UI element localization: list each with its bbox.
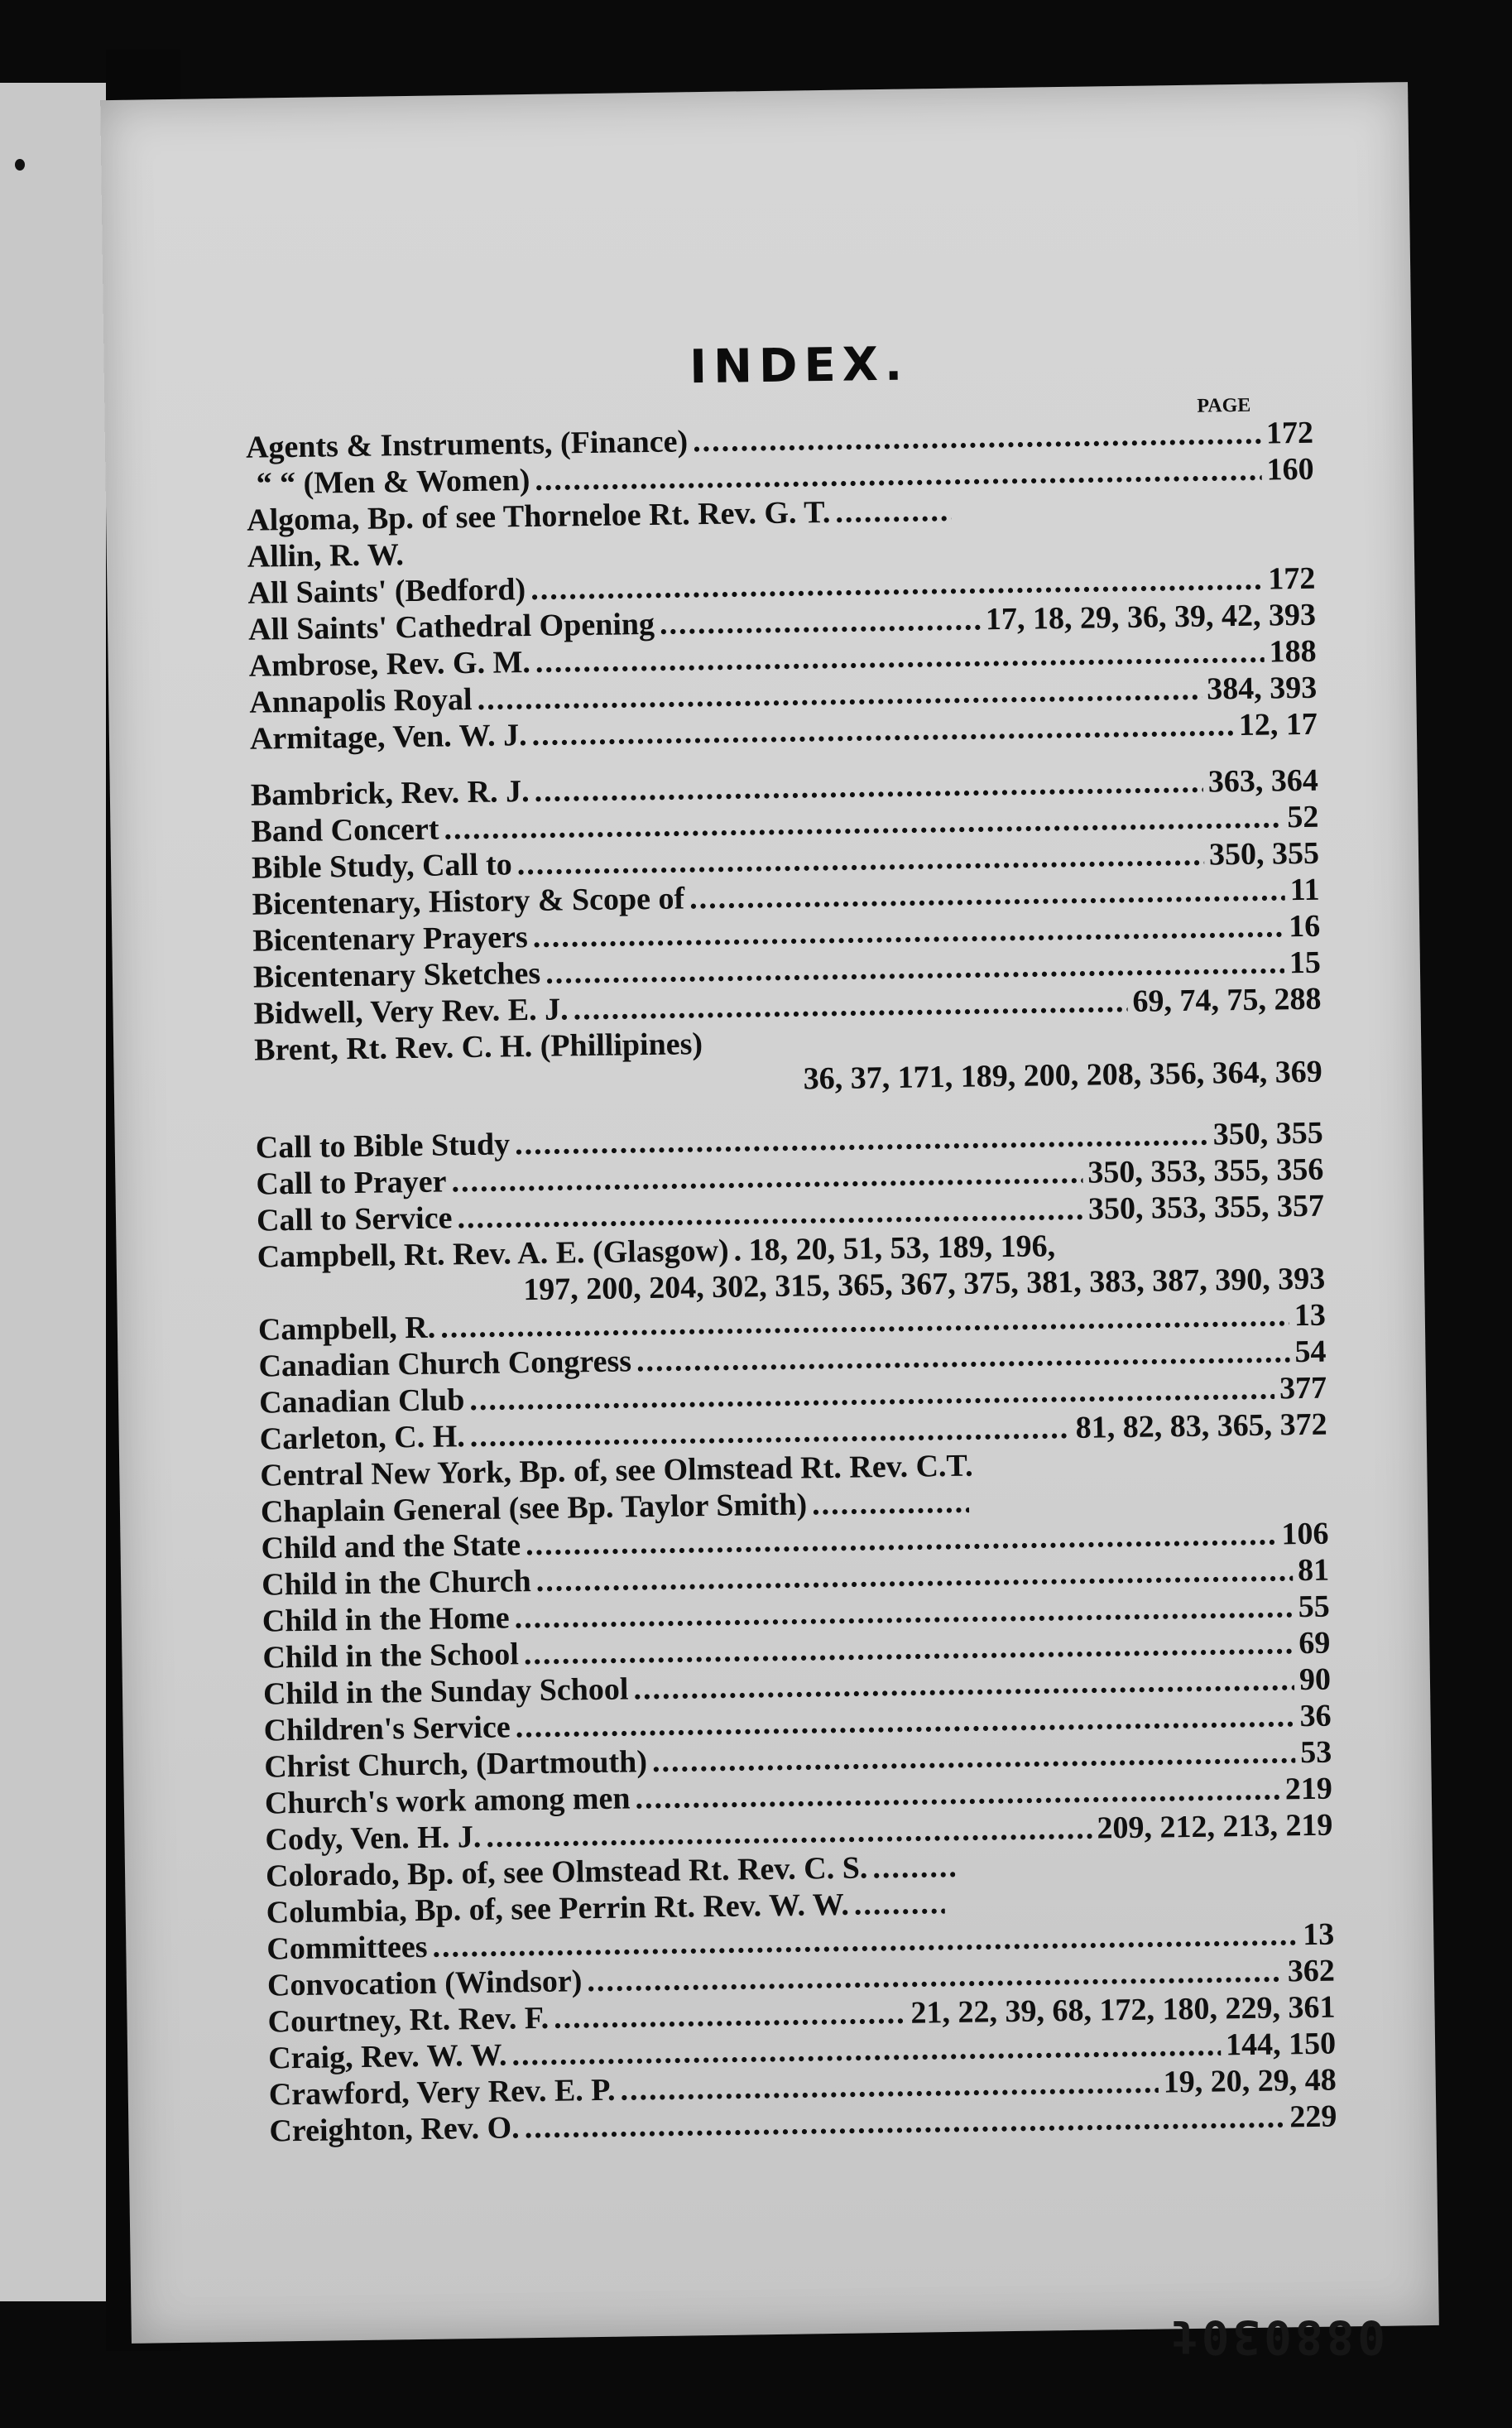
entry-term: Campbell, Rt. Rev. A. E. (Glasgow) bbox=[257, 1233, 729, 1275]
entry-term: All Saints' (Bedford) bbox=[247, 572, 526, 611]
entry-term: Child in the School bbox=[262, 1637, 520, 1676]
entry-term: Agents & Instruments, (Finance) bbox=[245, 424, 689, 465]
entry-term: Christ Church, (Dartmouth) bbox=[263, 1744, 648, 1785]
entry-term: Bicentenary, History & Scope of bbox=[252, 881, 685, 922]
entry-pages: 188 bbox=[1269, 633, 1317, 670]
entry-term: Call to Service bbox=[256, 1200, 453, 1238]
adjacent-page-edge bbox=[0, 83, 106, 2301]
entry-term: Columbia, Bp. of, see Perrin Rt. Rev. W. W. bbox=[266, 1887, 850, 1930]
entry-term: Committees bbox=[266, 1929, 428, 1967]
entry-term: Annapolis Royal bbox=[249, 681, 473, 720]
entry-term: Courtney, Rt. Rev. F. bbox=[267, 2000, 550, 2040]
entry-term: Call to Prayer bbox=[256, 1164, 447, 1202]
entry-pages: 21, 22, 39, 68, 172, 180, 229, 361 bbox=[910, 1989, 1336, 2031]
entry-term: Campbell, R. bbox=[257, 1310, 436, 1348]
entry-pages: 363, 364 bbox=[1207, 762, 1319, 800]
page-title: INDEX. bbox=[689, 337, 910, 395]
index-page bbox=[100, 82, 1439, 2344]
entry-term: Bambrick, Rev. R. J. bbox=[250, 774, 530, 813]
entry-term: Call to Bible Study bbox=[255, 1127, 511, 1166]
entry-term: Church's work among men bbox=[264, 1781, 631, 1821]
entry-pages: 69 bbox=[1298, 1625, 1331, 1661]
entry-pages: 13 bbox=[1294, 1297, 1327, 1334]
entry-pages: 362 bbox=[1287, 1953, 1336, 1989]
entry-pages: 16 bbox=[1288, 908, 1321, 945]
entry-pages: 54 bbox=[1294, 1334, 1327, 1370]
entry-pages: 384, 393 bbox=[1206, 670, 1318, 707]
entry-pages: 90 bbox=[1298, 1661, 1332, 1698]
entry-pages: 36 bbox=[1299, 1698, 1332, 1734]
entry-pages: 12, 17 bbox=[1238, 706, 1318, 743]
entry-term: Children's Service bbox=[263, 1709, 511, 1748]
entry-term: Armitage, Ven. W. J. bbox=[249, 718, 527, 757]
entry-term: Central New York, Bp. of, see Olmstead Rt. Rev. C.T. bbox=[260, 1448, 973, 1493]
entry-term: Bicentenary Sketches bbox=[252, 955, 541, 995]
entry-term: All Saints' Cathedral Opening bbox=[247, 606, 655, 647]
entry-term: Craig, Rev. W. W. bbox=[267, 2037, 507, 2076]
entry-term: Child in the Sunday School bbox=[262, 1671, 629, 1712]
entry-term: Crawford, Very Rev. E. P. bbox=[268, 2072, 616, 2113]
entry-pages: 36, 37, 171, 189, 200, 208, 356, 364, 369 bbox=[803, 1054, 1322, 1097]
entry-term: Child and the State bbox=[261, 1527, 521, 1566]
entry-term: Ambrose, Rev. G. M. bbox=[248, 644, 531, 684]
entry-term: Bidwell, Very Rev. E. J. bbox=[253, 992, 569, 1031]
entry-pages: 17, 18, 29, 36, 39, 42, 393 bbox=[985, 597, 1317, 637]
entry-term: Band Concert bbox=[251, 811, 439, 849]
entry-pages: 53 bbox=[1299, 1734, 1332, 1771]
entry-pages: 350, 355 bbox=[1212, 1115, 1324, 1152]
entry-pages: 219 bbox=[1284, 1771, 1333, 1807]
entry-pages: 13 bbox=[1302, 1916, 1335, 1953]
entry-term: Carleton, C. H. bbox=[259, 1419, 466, 1457]
entry-term: Chaplain General (see Bp. Taylor Smith) bbox=[260, 1487, 808, 1530]
entry-term: Child in the Home bbox=[262, 1600, 510, 1639]
entry-pages: 144, 150 bbox=[1225, 2026, 1337, 2063]
entry-term: Allin, R. W. bbox=[247, 537, 405, 575]
entry-pages: 81 bbox=[1297, 1552, 1330, 1589]
entry-term: Child in the Church bbox=[261, 1564, 532, 1603]
index-entries bbox=[245, 415, 1337, 2149]
entry-pages: 18, 20, 51, 53, 189, 196, bbox=[748, 1228, 1056, 1268]
entry-pages: 19, 20, 29, 48 bbox=[1163, 2062, 1337, 2100]
entry-pages: 350, 353, 355, 357 bbox=[1087, 1188, 1325, 1227]
entry-pages: 69, 74, 75, 288 bbox=[1132, 981, 1322, 1019]
entry-pages: 209, 212, 213, 219 bbox=[1097, 1807, 1333, 1846]
entry-pages: 160 bbox=[1266, 451, 1314, 488]
entry-pages: 15 bbox=[1289, 945, 1322, 981]
entry-pages: 197, 200, 204, 302, 315, 365, 367, 375, 381, 383, 387, 390, 393 bbox=[522, 1261, 1326, 1308]
entry-pages: 377 bbox=[1279, 1370, 1327, 1406]
page-column-heading: PAGE bbox=[1197, 394, 1251, 417]
entry-pages: 350, 353, 355, 356 bbox=[1087, 1151, 1324, 1190]
entry-term: “ “ (Men & Women) bbox=[256, 462, 530, 502]
entry-term: Creighton, Rev. O. bbox=[269, 2110, 520, 2149]
entry-pages: 55 bbox=[1298, 1589, 1330, 1625]
ink-dot bbox=[15, 159, 25, 171]
entry-term: Canadian Club bbox=[258, 1382, 465, 1421]
entry-pages: 106 bbox=[1281, 1516, 1329, 1552]
entry-pages: 172 bbox=[1268, 560, 1316, 597]
entry-pages: 229 bbox=[1289, 2099, 1337, 2135]
entry-term: Cody, Ven. H. J. bbox=[265, 1819, 482, 1858]
entry-pages: 52 bbox=[1287, 799, 1319, 835]
entry-term: Brent, Rt. Rev. C. H. (Phillipines) bbox=[253, 1026, 703, 1068]
entry-term: Colorado, Bp. of, see Olmstead Rt. Rev. C. S. bbox=[265, 1850, 868, 1894]
entry-term: Algoma, Bp. of see Thorneloe Rt. Rev. G. T. bbox=[246, 494, 831, 538]
entry-pages: 172 bbox=[1265, 415, 1314, 451]
entry-term: Canadian Church Congress bbox=[258, 1344, 632, 1384]
entry-pages: 350, 355 bbox=[1208, 835, 1320, 873]
archive-stamp-number: 088030t bbox=[1167, 2310, 1386, 2363]
entry-term: Bible Study, Call to bbox=[251, 847, 513, 886]
entry-pages: 81, 82, 83, 365, 372 bbox=[1075, 1406, 1327, 1445]
entry-pages: 11 bbox=[1289, 872, 1320, 908]
entry-term: Convocation (Windsor) bbox=[266, 1964, 583, 2003]
entry-term: Bicentenary Prayers bbox=[252, 920, 529, 959]
